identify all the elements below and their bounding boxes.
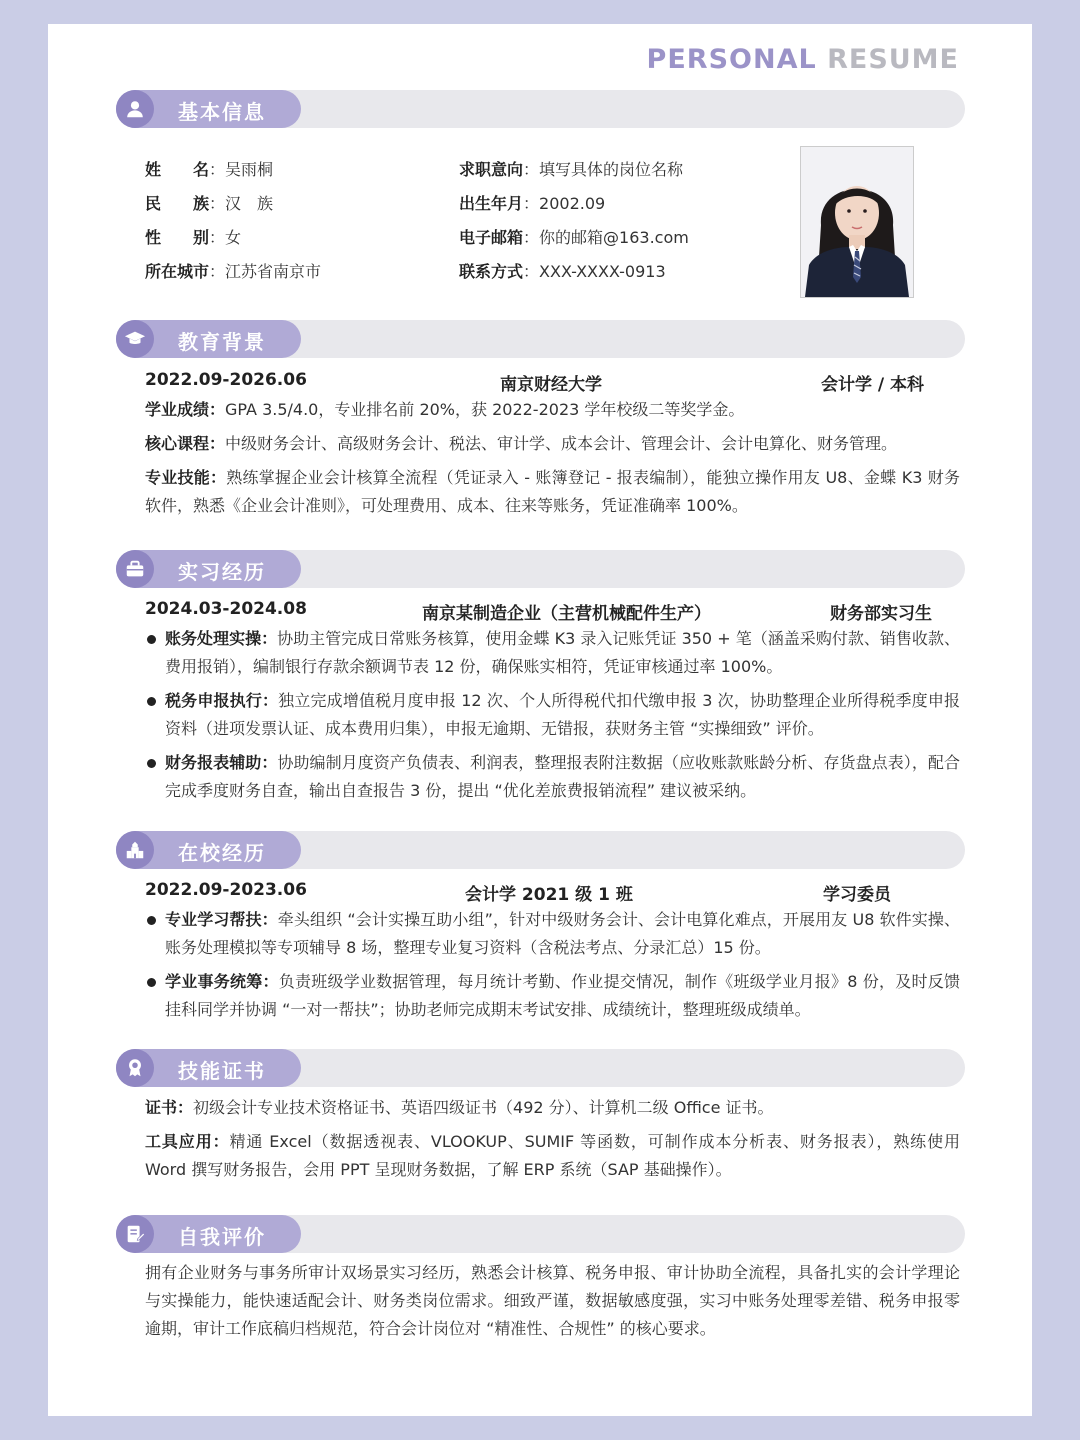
skills-tools bbox=[145, 1128, 960, 1184]
section-title: 技能证书 bbox=[178, 1059, 266, 1083]
profile-photo bbox=[800, 146, 914, 298]
section-campus bbox=[116, 831, 965, 869]
info-email-label: 电子邮箱 bbox=[459, 228, 524, 247]
skills-tools-text: 精通 Excel（数据透视表、VLOOKUP、SUMIF 等函数，可制作成本分析表、财务报表），熟练使用 Word 撰写财务报告，会用 PPT 呈现财务数据，了解 ERP 系统（SAP 基础操作）。 bbox=[145, 1132, 960, 1179]
skills-cert-label: 证书： bbox=[145, 1098, 194, 1117]
info-email-value: 你的邮箱@163.com bbox=[539, 228, 689, 247]
bullet-dot bbox=[147, 635, 156, 644]
internship-header-row bbox=[145, 599, 957, 623]
internship-item bbox=[145, 749, 960, 805]
self-evaluation-text: 拥有企业财务与事务所审计双场景实习经历，熟悉会计核算、税务申报、审计协助全流程，具备扎实的会计学理论与实操能力，能快速适配会计、财务类岗位需求。细致严谨，数据敏感度强，实习中账务处理零差错、税务申报零逾期，审计工作底稿归档规范，符合会计岗位对 “精准性、合规性” 的核心要求。 bbox=[145, 1263, 960, 1338]
education-period: 2022.09-2026.06 bbox=[145, 370, 307, 390]
section-self-evaluation bbox=[116, 1215, 965, 1253]
bullet-dot bbox=[147, 916, 156, 925]
skills-cert-text: 初级会计专业技术资格证书、英语四级证书（492 分）、计算机二级 Office 证书。 bbox=[193, 1098, 774, 1117]
education-gpa-label: 学业成绩： bbox=[145, 400, 226, 419]
campus-role: 学习委员 bbox=[823, 885, 891, 905]
section-skills bbox=[116, 1049, 965, 1087]
campus-item-label: 专业学习帮扶： bbox=[165, 910, 278, 929]
info-name: 姓 名：吴雨桐 bbox=[145, 160, 274, 179]
education-skills-label: 专业技能： bbox=[145, 468, 227, 487]
edit-note-icon bbox=[116, 1215, 154, 1253]
campus-org: 会计学 2021 级 1 班 bbox=[465, 885, 633, 905]
campus-item-text: 负责班级学业数据管理，每月统计考勤、作业提交情况，制作《班级学业月报》8 份，及时反馈挂科同学并协调 “一对一帮扶”；协助老师完成期末考试安排、成绩统计，整理班级成绩单。 bbox=[165, 972, 960, 1019]
education-school: 南京财经大学 bbox=[500, 375, 602, 395]
campus-period: 2022.09-2023.06 bbox=[145, 880, 307, 900]
header-title bbox=[647, 44, 959, 75]
education-courses bbox=[145, 430, 960, 458]
section-title: 基本信息 bbox=[178, 100, 266, 124]
info-city-label: 所在城市 bbox=[145, 262, 210, 281]
info-name-value: 吴雨桐 bbox=[225, 160, 274, 179]
info-birth-label: 出生年月 bbox=[459, 194, 524, 213]
building-icon bbox=[116, 831, 154, 869]
info-name-label: 姓 名 bbox=[145, 160, 210, 179]
campus-item-label: 学业事务统筹： bbox=[165, 972, 279, 991]
internship-company: 南京某制造企业（主营机械配件生产） bbox=[422, 604, 711, 624]
info-ethnicity: 民 族：汉 族 bbox=[145, 194, 274, 213]
info-gender: 性 别：女 bbox=[145, 228, 242, 247]
section-education bbox=[116, 320, 965, 358]
info-job-value: 填写具体的岗位名称 bbox=[539, 160, 684, 179]
skills-certificates bbox=[145, 1094, 960, 1122]
info-city-value: 江苏省南京市 bbox=[225, 262, 322, 281]
award-icon bbox=[116, 1049, 154, 1087]
section-title: 在校经历 bbox=[178, 841, 266, 865]
info-job-label: 求职意向 bbox=[459, 160, 524, 179]
bullet-dot bbox=[147, 697, 156, 706]
internship-item-text: 独立完成增值税月度申报 12 次、个人所得税代扣代缴申报 3 次，协助整理企业所得税季度申报资料（进项发票认证、成本费用归集），申报无逾期、无错报，获财务主管 “实操细致” 评价。 bbox=[165, 691, 960, 738]
header-word-resume: RESUME bbox=[827, 44, 959, 75]
campus-item bbox=[145, 906, 960, 962]
portrait-illustration bbox=[801, 147, 913, 297]
section-title: 教育背景 bbox=[178, 330, 266, 354]
briefcase-icon bbox=[116, 550, 154, 588]
internship-item-label: 税务申报执行： bbox=[165, 691, 279, 710]
education-skills bbox=[145, 464, 960, 520]
user-icon bbox=[116, 90, 154, 128]
internship-item-text: 协助编制月度资产负债表、利润表，整理报表附注数据（应收账款账龄分析、存货盘点表），配合完成季度财务自查，输出自查报告 3 份，提出 “优化差旅费报销流程” 建议被采纳。 bbox=[165, 753, 960, 800]
section-basic-info bbox=[116, 90, 965, 128]
campus-item bbox=[145, 968, 960, 1024]
info-phone-value: XXX-XXXX-0913 bbox=[539, 262, 666, 281]
info-phone-label: 联系方式 bbox=[459, 262, 524, 281]
campus-item-text: 牵头组织 “会计实操互助小组”，针对中级财务会计、会计电算化难点，开展用友 U8 软件实操、账务处理模拟等专项辅导 8 场，整理专业复习资料（含税法考点、分录汇总）15 份。 bbox=[165, 910, 960, 957]
info-phone: 联系方式：XXX-XXXX-0913 bbox=[459, 262, 666, 281]
section-title: 自我评价 bbox=[178, 1225, 266, 1249]
info-gender-value: 女 bbox=[225, 228, 242, 247]
internship-item-label: 账务处理实操： bbox=[165, 629, 278, 648]
internship-item bbox=[145, 687, 960, 743]
internship-role: 财务部实习生 bbox=[830, 604, 932, 624]
internship-item-text: 协助主管完成日常账务核算，使用金蝶 K3 录入记账凭证 350 + 笔（涵盖采购付款、销售收款、费用报销），编制银行存款余额调节表 12 份，确保账实相符，凭证审核通过率 100%。 bbox=[165, 629, 960, 676]
resume-page bbox=[48, 24, 1032, 1416]
section-title: 实习经历 bbox=[178, 560, 266, 584]
graduation-cap-icon bbox=[116, 320, 154, 358]
info-ethnicity-label: 民 族 bbox=[145, 194, 210, 213]
section-internship bbox=[116, 550, 965, 588]
info-birth-value: 2002.09 bbox=[539, 194, 606, 213]
internship-item-label: 财务报表辅助： bbox=[165, 753, 278, 772]
internship-period: 2024.03-2024.08 bbox=[145, 599, 307, 619]
education-courses-text: 中级财务会计、高级财务会计、税法、审计学、成本会计、管理会计、会计电算化、财务管理。 bbox=[225, 434, 898, 453]
campus-header-row bbox=[145, 880, 957, 904]
info-email: 电子邮箱：你的邮箱@163.com bbox=[459, 228, 689, 247]
info-ethnicity-value: 汉 族 bbox=[225, 194, 274, 213]
internship-item bbox=[145, 625, 960, 681]
info-city: 所在城市：江苏省南京市 bbox=[145, 262, 322, 281]
info-job: 求职意向：填写具体的岗位名称 bbox=[459, 160, 684, 179]
education-gpa bbox=[145, 396, 960, 424]
info-gender-label: 性 别 bbox=[145, 228, 210, 247]
skills-tools-label: 工具应用： bbox=[145, 1132, 230, 1151]
education-major: 会计学 / 本科 bbox=[821, 375, 925, 395]
education-gpa-text: GPA 3.5/4.0，专业排名前 20%，获 2022-2023 学年校级二等奖学金。 bbox=[225, 400, 745, 419]
education-skills-text: 熟练掌握企业会计核算全流程（凭证录入 - 账簿登记 - 报表编制），能独立操作用友 U8、金蝶 K3 财务软件，熟悉《企业会计准则》，可处理费用、成本、往来等账务，凭证准确率 100%。 bbox=[145, 468, 960, 515]
header-word-personal: PERSONAL bbox=[646, 44, 817, 75]
education-header-row bbox=[145, 370, 957, 394]
education-courses-label: 核心课程： bbox=[145, 434, 226, 453]
info-birth: 出生年月：2002.09 bbox=[459, 194, 606, 213]
bullet-dot bbox=[147, 759, 156, 768]
bullet-dot bbox=[147, 978, 156, 987]
